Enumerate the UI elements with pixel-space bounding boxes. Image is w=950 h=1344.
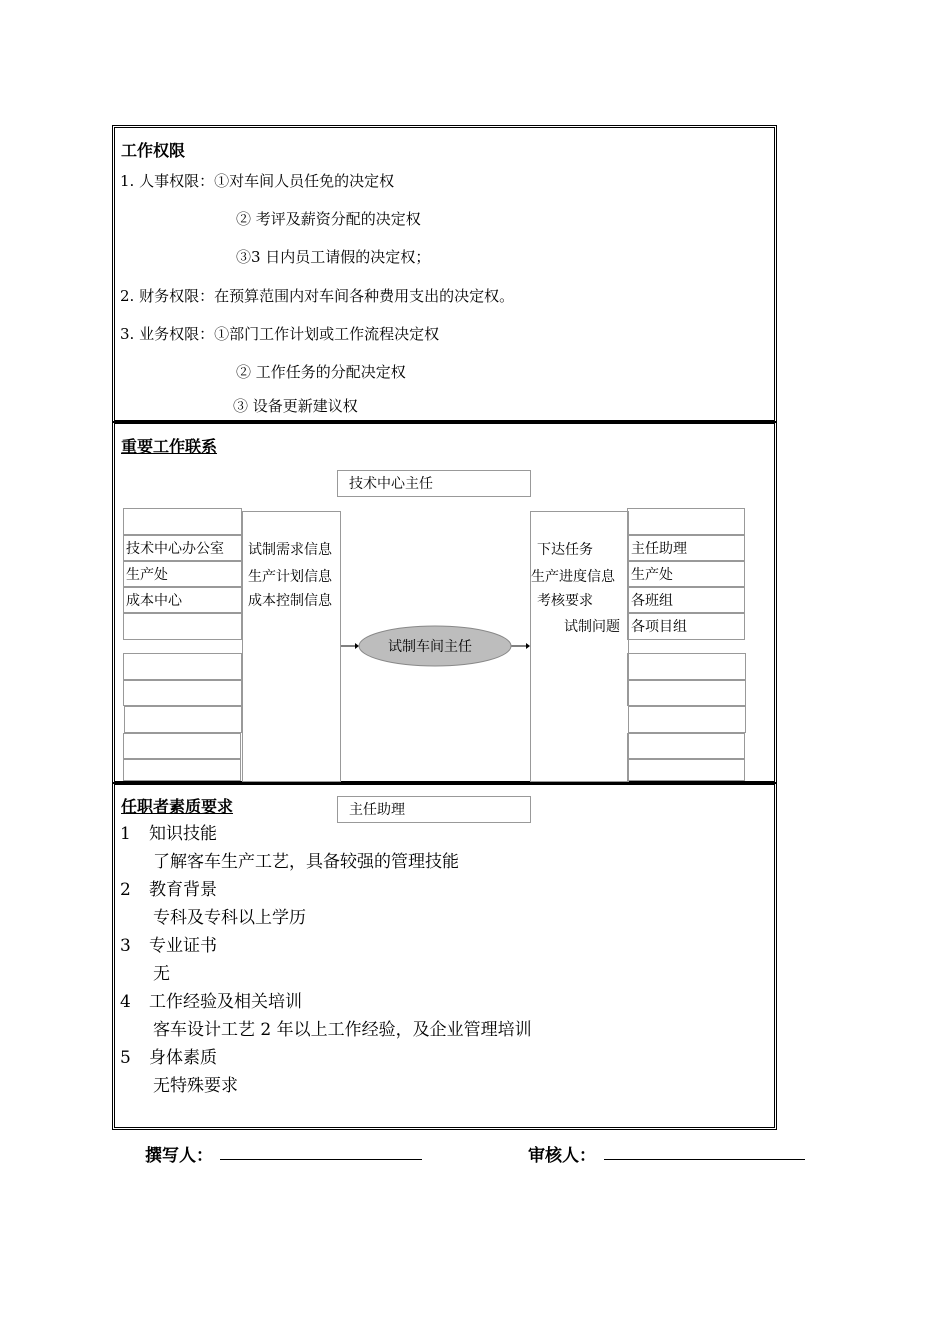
authority-item: 1. 人事权限：①对车间人员任免的决定权 <box>120 172 395 190</box>
right-empty-cell <box>627 759 745 781</box>
left-unit-cell <box>123 587 242 613</box>
item-label: 身体素质 <box>149 1048 217 1068</box>
right-empty-cell <box>628 706 746 733</box>
item-label: 教育背景 <box>149 880 217 900</box>
relations-title: 重要工作联系 <box>121 437 218 456</box>
left-info-label: 生产计划信息 <box>248 569 332 585</box>
left-arrow-head <box>355 643 359 649</box>
qualifications-title: 任职者素质要求 <box>121 797 234 816</box>
qualification-detail: 专科及专科以上学历 <box>153 908 306 928</box>
right-unit-cell <box>627 508 745 535</box>
right-unit-label: 主任助理 <box>631 541 687 557</box>
item-number: 5 <box>120 1048 131 1068</box>
right-info-label: 试制问题 <box>564 619 620 635</box>
qualification-item <box>120 932 532 960</box>
right-unit-label: 生产处 <box>631 567 673 583</box>
right-unit-cell <box>627 561 745 587</box>
authority-item: ② 工作任务的分配决定权 <box>236 363 406 381</box>
right-empty-cell <box>627 653 746 680</box>
bottom-box <box>337 796 531 823</box>
left-unit-cell <box>123 613 242 640</box>
item-label: 工作经验及相关培训 <box>149 992 302 1012</box>
authority-item: ③3 日内员工请假的决定权； <box>236 248 431 266</box>
qualification-detail: 客车设计工艺 2 年以上工作经验，及企业管理培训 <box>153 1020 532 1040</box>
qualification-item <box>120 988 532 1016</box>
item-label: 专业证书 <box>149 936 217 956</box>
right-info-label: 生产进度信息 <box>531 569 615 585</box>
bottom-box-label: 主任助理 <box>349 802 405 818</box>
right-arrow-head <box>526 643 530 649</box>
right-empty-cell <box>627 680 746 706</box>
item-number: 2 <box>120 880 131 900</box>
left-unit-cell <box>123 535 242 561</box>
left-unit-cell <box>123 561 242 587</box>
qualification-item <box>120 820 532 848</box>
authority-item: 2. 财务权限：在预算范围内对车间各种费用支出的决定权。 <box>120 287 515 305</box>
item-number: 1 <box>120 824 131 844</box>
right-unit-cell <box>627 587 745 613</box>
left-unit-cell <box>123 508 242 535</box>
item-number: 3 <box>120 936 131 956</box>
left-empty-cell <box>123 653 242 680</box>
left-info-label: 成本控制信息 <box>248 593 332 609</box>
left-empty-cell <box>123 733 241 759</box>
item-number: 4 <box>120 992 131 1012</box>
reviewer-label: 审核人： <box>528 1146 596 1166</box>
center-label: 试制车间主任 <box>388 639 472 655</box>
qualification-detail: 无特殊要求 <box>153 1076 238 1096</box>
qualification-detail: 了解客车生产工艺，具备较强的管理技能 <box>153 852 459 872</box>
right-info-label: 下达任务 <box>537 542 593 558</box>
qualification-item <box>120 876 532 904</box>
reviewer-signature-line[interactable] <box>604 1144 805 1160</box>
authority-item: 3. 业务权限：①部门工作计划或工作流程决定权 <box>120 325 440 343</box>
left-empty-cell <box>123 759 241 781</box>
authority-item: ② 考评及薪资分配的决定权 <box>236 210 421 228</box>
left-unit-label: 成本中心 <box>126 593 182 609</box>
right-unit-cell <box>627 535 745 561</box>
left-empty-cell <box>124 706 242 733</box>
right-empty-cell <box>627 733 745 759</box>
writer-label: 撰写人： <box>145 1146 213 1166</box>
writer-signature-line[interactable] <box>220 1144 422 1160</box>
qualification-item <box>120 1044 532 1072</box>
right-unit-label: 各项目组 <box>631 619 687 635</box>
item-label: 知识技能 <box>149 824 217 844</box>
left-info-label: 试制需求信息 <box>248 542 332 558</box>
left-unit-label: 技术中心办公室 <box>126 541 224 557</box>
qualification-list <box>120 820 532 1100</box>
authority-item: ③ 设备更新建议权 <box>233 397 358 415</box>
qualification-detail: 无 <box>153 964 170 984</box>
right-unit-label: 各班组 <box>631 593 673 609</box>
right-unit-cell <box>627 613 745 640</box>
top-box-label: 技术中心主任 <box>349 476 433 492</box>
right-info-label: 考核要求 <box>537 593 593 609</box>
authority-title: 工作权限 <box>121 141 186 160</box>
left-unit-label: 生产处 <box>126 567 168 583</box>
top-box <box>337 470 531 497</box>
left-empty-cell <box>123 680 242 706</box>
